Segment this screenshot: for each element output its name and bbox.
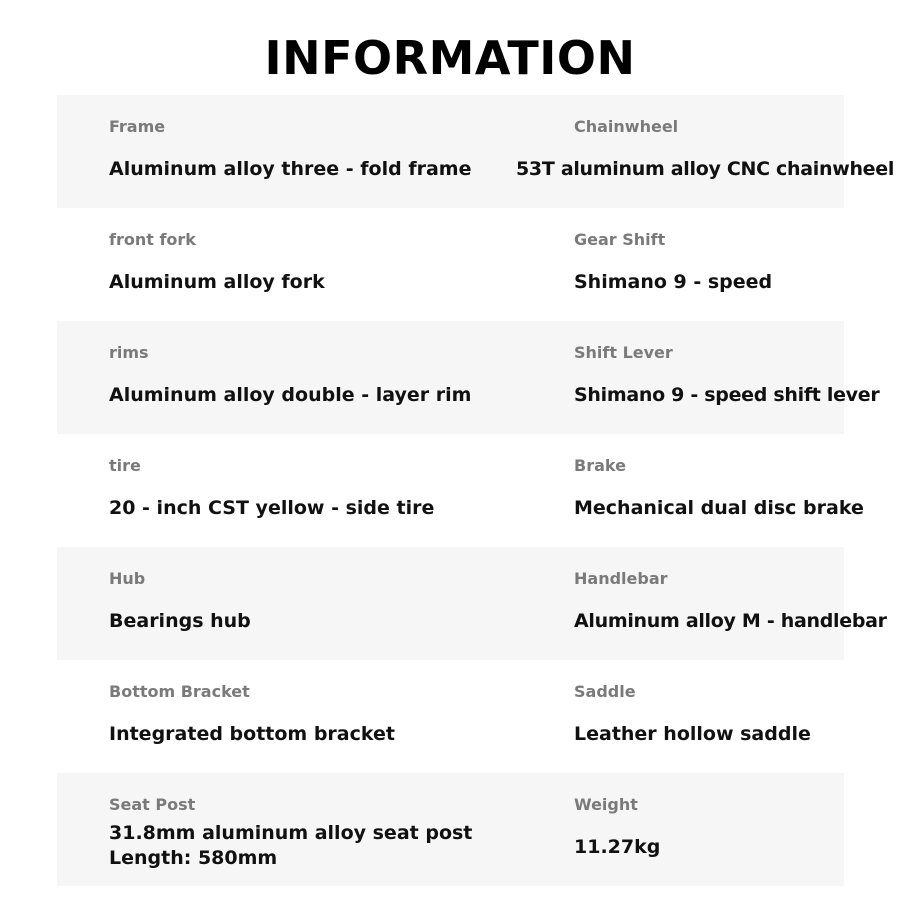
spec-label: Chainwheel [574, 117, 679, 136]
spec-row-hub [57, 547, 887, 660]
spec-value: Shimano 9 - speed [574, 271, 773, 293]
spec-cell-weight [574, 773, 874, 886]
spec-value: 31.8mm aluminum alloy seat post Length: 580mm [109, 822, 473, 869]
spec-value: Bearings hub [109, 610, 251, 632]
spec-label: Handlebar [574, 569, 668, 588]
spec-cell-rims [109, 321, 509, 434]
spec-row-rims [57, 321, 880, 434]
spec-label: tire [109, 456, 141, 475]
spec-row-bottom-bracket [57, 660, 844, 773]
spec-cell-gear-shift [574, 208, 874, 321]
spec-cell-seat-post [109, 773, 509, 886]
spec-cell-frame [109, 95, 509, 208]
spec-value: Integrated bottom bracket [109, 723, 395, 745]
spec-label: Shift Lever [574, 343, 673, 362]
spec-value: Aluminum alloy three - fold frame [109, 158, 472, 180]
spec-cell-hub [109, 547, 509, 660]
spec-cell-saddle [574, 660, 874, 773]
spec-cell-front-fork [109, 208, 509, 321]
spec-value: 11.27kg [574, 836, 661, 858]
spec-label: front fork [109, 230, 196, 249]
spec-value: Aluminum alloy fork [109, 271, 325, 293]
spec-cell-brake [574, 434, 874, 547]
spec-row-seat-post [57, 773, 844, 886]
spec-value: 20 - inch CST yellow - side tire [109, 497, 435, 519]
spec-cell-shift-lever [574, 321, 880, 434]
spec-value: Mechanical dual disc brake [574, 497, 864, 519]
spec-row-frame [57, 95, 895, 208]
spec-row-front-fork [57, 208, 844, 321]
spec-cell-chainwheel [516, 95, 895, 208]
spec-value: Aluminum alloy double - layer rim [109, 384, 472, 406]
spec-label: Weight [574, 795, 638, 814]
spec-cell-tire [109, 434, 509, 547]
spec-label: Seat Post [109, 795, 196, 814]
spec-value: Shimano 9 - speed shift lever [574, 384, 880, 406]
spec-label: Hub [109, 569, 146, 588]
spec-label: Gear Shift [574, 230, 666, 249]
spec-label: Frame [109, 117, 166, 136]
spec-label: Brake [574, 456, 626, 475]
spec-value: 53T aluminum alloy CNC chainwheel [516, 158, 895, 180]
page-title: INFORMATION [264, 31, 636, 85]
spec-value: Leather hollow saddle [574, 723, 811, 745]
spec-label: rims [109, 343, 149, 362]
spec-label: Saddle [574, 682, 636, 701]
spec-cell-bottom-bracket [109, 660, 509, 773]
spec-cell-handlebar [574, 547, 887, 660]
spec-table [57, 95, 895, 886]
spec-row-tire [57, 434, 864, 547]
spec-label: Bottom Bracket [109, 682, 250, 701]
spec-value: Aluminum alloy M - handlebar [574, 610, 887, 632]
